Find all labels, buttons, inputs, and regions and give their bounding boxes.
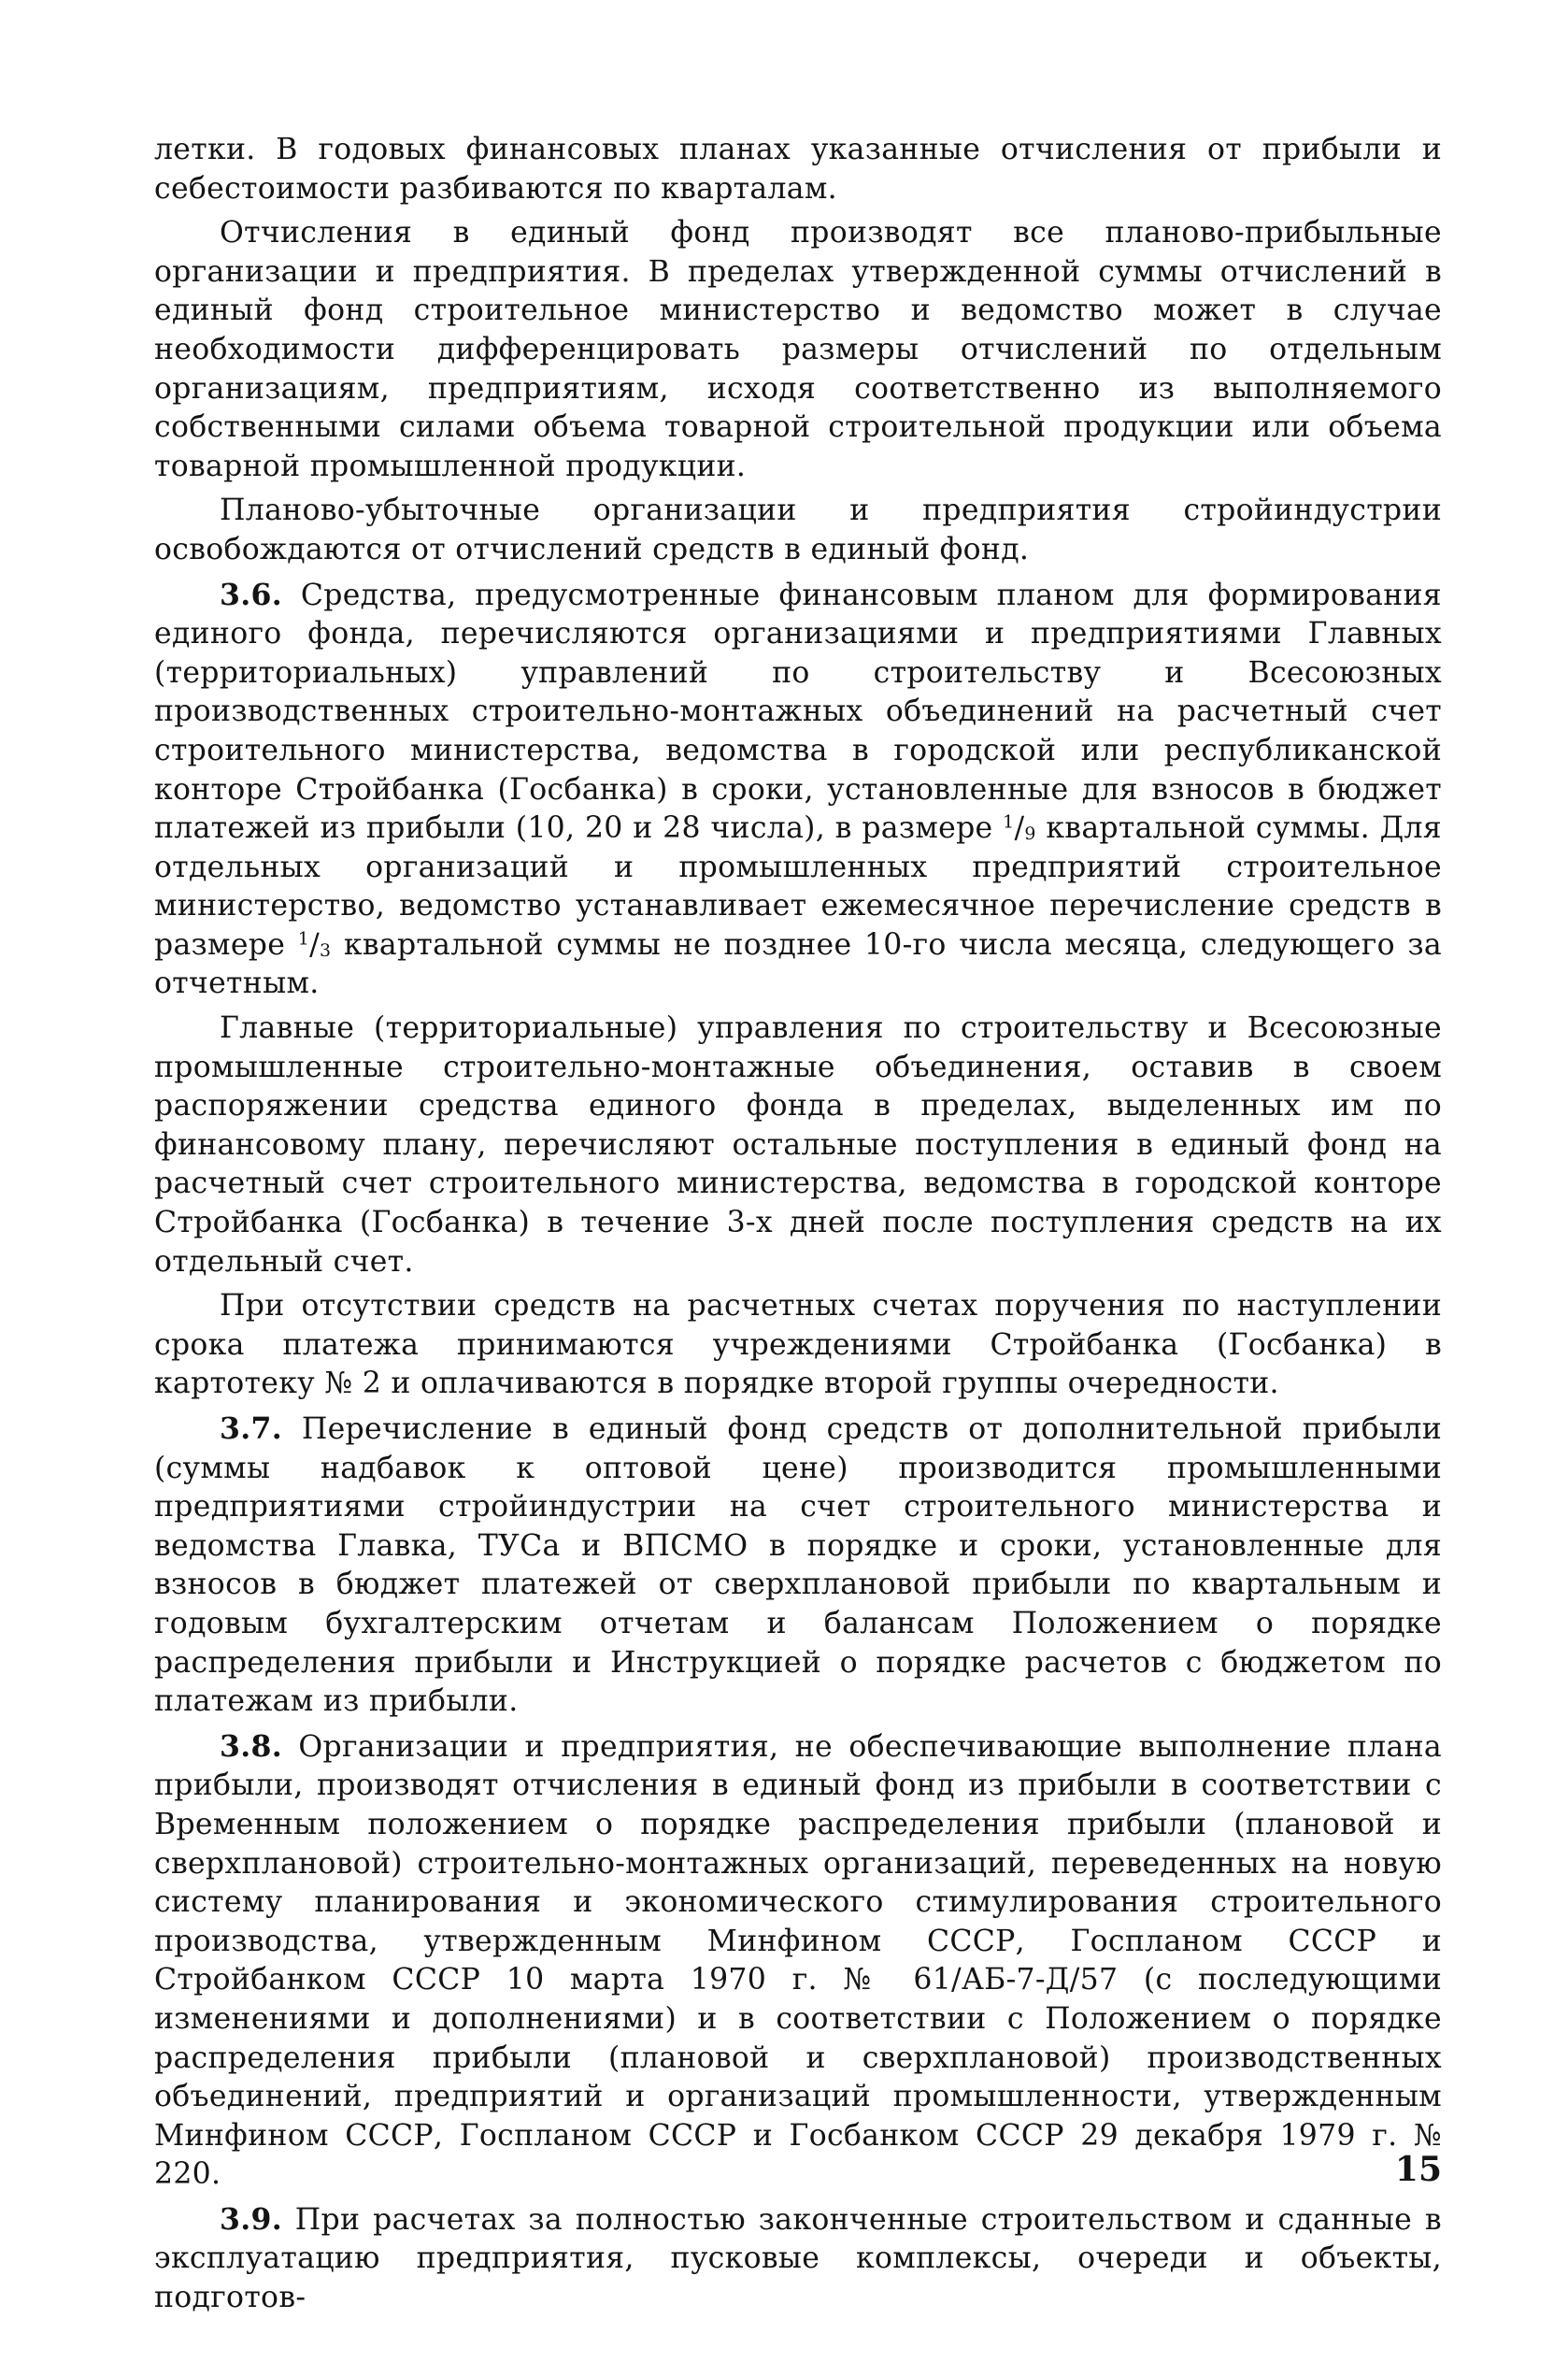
paragraph-3-6-text-a: Средства, предусмотренные финансовым планом для формирования единого фонда, перечисляются организациями и предприятиями Главных (территориальных) управлений по строительству и Всесоюзных производственных строительно-монтажных объединений на расчетный счет строительного министерства, ведомства в городской или республиканской конторе Стройбанка (Госбанка) в сроки, установленные для взносов в бюджет платежей из прибыли (10, 20 и 28 числа), в размере <box>154 578 1442 846</box>
document-page <box>154 131 1442 2320</box>
paragraph-deductions: Отчисления в единый фонд производят все планово-прибыльные организации и предприятия. В пределах утвержденной суммы отчислений в единый фонд строительное министерство и ведомство может в случае необходимости дифференцировать размеры отчислений по отдельным организациям, предприятиям, исходя соответственно из выполняемого собственными силами объема товарной строительной продукции или объема товарной промышленной продукции. <box>154 216 1442 483</box>
section-number-3-8: 3.8. <box>220 1728 282 1764</box>
paragraph-3-8 <box>154 1727 1442 2195</box>
fraction-numerator-2: 1 <box>297 928 310 950</box>
fraction-numerator-1: 1 <box>1003 811 1015 833</box>
paragraph-3-7-text: Перечисление в единый фонд средств от дополнительной прибыли (суммы надбавок к оптовой цене) производится промышленными предприятиями стройиндустрии на счет строительного министерства и ведомства Главка, ТУСа и ВПСМО в порядке и сроки, установленные для взносов в бюджет платежей от сверхплановой прибыли по квартальным и годовым бухгалтерским отчетам и балансам Положением о порядке распределения прибыли и Инструкцией о порядке расчетов с бюджетом по платежам из прибыли. <box>154 1412 1442 1719</box>
paragraph-3-6-text-c: квартальной суммы не позднее 10-го числа месяца, следующего за отчетным. <box>154 927 1442 1001</box>
paragraph-card-index: При отсутствии средств на расчетных счетах поручения по наступлении срока платежа принимаются учреждениями Стройбанка (Госбанка) в картотеку № 2 и оплачиваются в порядке второй группы очередности. <box>154 1289 1442 1401</box>
paragraph-loss-making: Планово-убыточные организации и предприятия стройиндустрии освобождаются от отчислений средств в единый фонд. <box>154 494 1442 566</box>
fraction-denominator-9: 9 <box>1024 823 1036 844</box>
paragraph-3-6-text-b: квартальной суммы. Для отдельных организаций и промышленных предприятий строительное министерство, ведомство устанавливает ежемесячное перечисление средств в размере <box>154 811 1442 962</box>
paragraph-3-6: 3.6. Средства, предусмотренные финансовым планом для формирования единого фонда, перечисляются организациями и предприятиями Главных (территориальных) управлений по строительству и Всесоюзных производственных строительно-монтажных объединений на расчетный счет строительного министерства, ведомства в городской или республиканской конторе Стройбанка (Госбанка) в сроки, установленные для взносов в бюджет платежей из прибыли (10, 20 и 28 числа), в размере $^1/_9$ квартальной суммы. Для отдельных организаций и промышленных предприятий строительное министерство, ведомство устанавливает ежемесячное перечисление средств в размере $^1/_3$ квартальной суммы не позднее 10-го числа месяца, следующего за отчетным. <box>154 577 1442 1001</box>
paragraph-continuation: летки. В годовых финансовых планах указанные отчисления от прибыли и себестоимости разбиваются по кварталам. <box>154 133 1442 206</box>
fraction-denominator-3: 3 <box>319 939 332 961</box>
paragraph-3-8-text: Организации и предприятия, не обеспечивающие выполнение плана прибыли, производят отчисления в единый фонд из прибыли в соответствии с Временным положением о порядке распределения прибыли (плановой и сверхплановой) строительно-монтажных организаций, переведенных на новую систему планирования и экономического стимулирования строительного производства, утвержденным Минфином СССР, Госпланом СССР и Стройбанком СССР 10 марта 1970 г. № 61/АБ-7-Д/57 (с последующими изменениями и дополнениями) и в соответствии с Положением о порядке распределения прибыли (плановой и сверхплановой) производственных объединений, предприятий и организаций промышленности, утвержденным Минфином СССР, Госпланом СССР и Госбанком СССР 29 декабря 1979 г. № 220. <box>154 1729 1442 2192</box>
paragraph-3-9 <box>154 2200 1442 2318</box>
paragraph-3-9-text: При расчетах за полностью законченные строительством и сданные в эксплуатацию предприятия, пусковые комплексы, очереди и объекты, подготов- <box>154 2202 1442 2315</box>
paragraph-3-7 <box>154 1410 1442 1722</box>
page-number: 15 <box>1394 2150 1442 2189</box>
section-number-3-9: 3.9. <box>220 2201 282 2237</box>
section-number-3-6: 3.6. <box>220 577 282 612</box>
section-number-3-7: 3.7. <box>220 1411 282 1446</box>
paragraph-main-directorates: Главные (территориальные) управления по строительству и Всесоюзные промышленные строительно-монтажные объединения, оставив в своем распоряжении средства единого фонда в пределах, выделенных им по финансовому плану, перечисляют остальные поступления в единый фонд на расчетный счет строительного министерства, ведомства в городской конторе Стройбанка (Госбанка) в течение 3-х дней после поступления средств на их отдельный счет. <box>154 1011 1442 1279</box>
